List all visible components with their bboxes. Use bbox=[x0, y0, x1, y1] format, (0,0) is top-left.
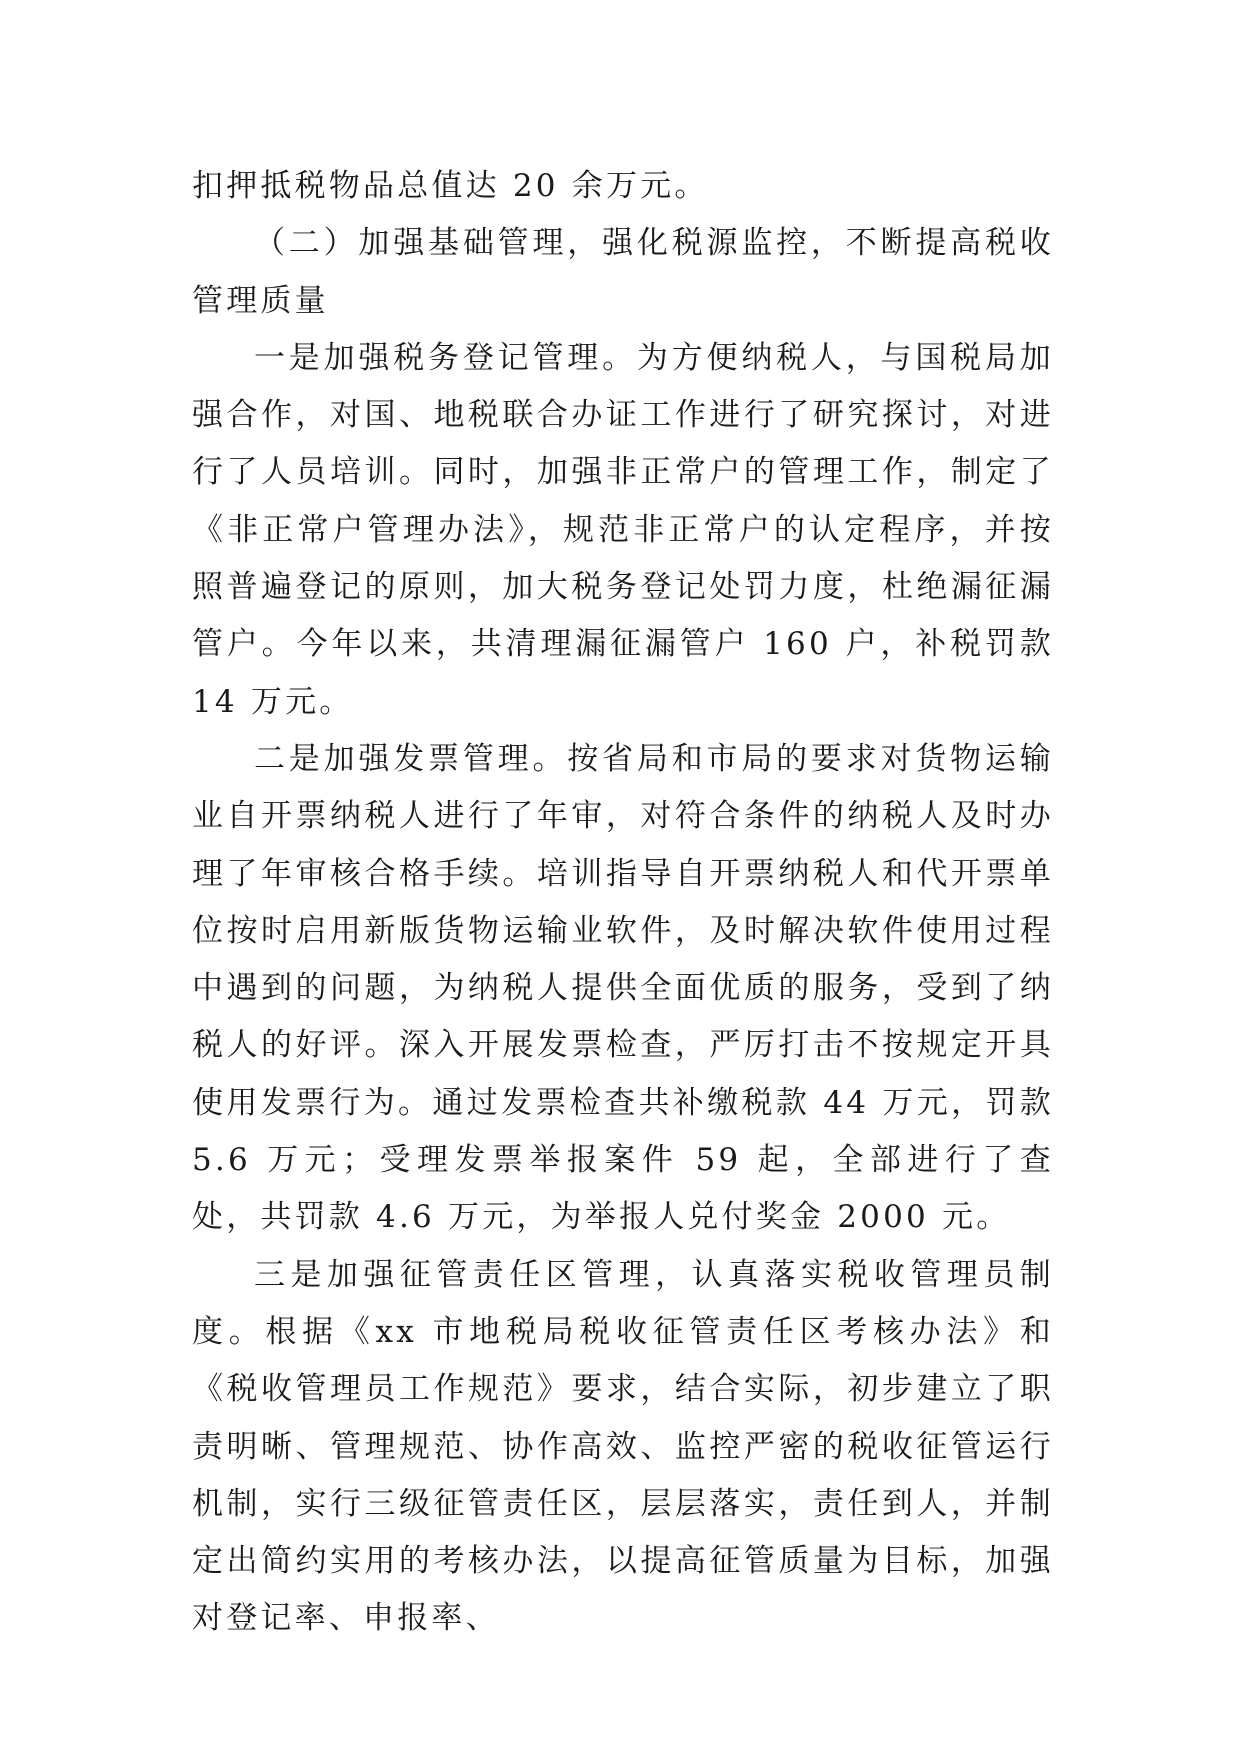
document-body bbox=[192, 158, 1054, 1648]
section-heading: （二）加强基础管理，强化税源监控，不断提高税收管理质量 bbox=[192, 225, 1054, 319]
paragraph-continuation: 扣押抵税物品总值达 20 余万元。 bbox=[192, 168, 709, 204]
paragraph-responsibility-zone: 三是加强征管责任区管理，认真落实税收管理员制度。根据《xx 市地税局税收征管责任区考核办法》和《税收管理员工作规范》要求，结合实际，初步建立了职责明晰、管理规范、协作高效、监控严密的税收征管运行机制，实行三级征管责任区，层层落实，责任到人，并制定出简约实用的考核办法，以提高征管质量为目标，加强对登记率、申报率、 bbox=[192, 1256, 1054, 1637]
paragraph-tax-registration: 一是加强税务登记管理。为方便纳税人，与国税局加强合作，对国、地税联合办证工作进行了研究探讨，对进行了人员培训。同时，加强非正常户的管理工作，制定了《非正常户管理办法》，规范非正常户的认定程序，并按照普遍登记的原则，加大税务登记处罚力度，杜绝漏征漏管户。今年以来，共清理漏征漏管户 160 户，补税罚款 14 万元。 bbox=[192, 339, 1054, 720]
paragraph-invoice-management: 二是加强发票管理。按省局和市局的要求对货物运输业自开票纳税人进行了年审，对符合条件的纳税人及时办理了年审核合格手续。培训指导自开票纳税人和代开票单位按时启用新版货物运输业软件，及时解决软件使用过程中遇到的问题，为纳税人提供全面优质的服务，受到了纳税人的好评。深入开展发票检查，严厉打击不按规定开具使用发票行为。通过发票检查共补缴税款 44 万元，罚款 5.6 万元；受理发票举报案件 59 起，全部进行了查处，共罚款 4.6 万元，为举报人兑付奖金 2000 元。 bbox=[192, 740, 1054, 1236]
